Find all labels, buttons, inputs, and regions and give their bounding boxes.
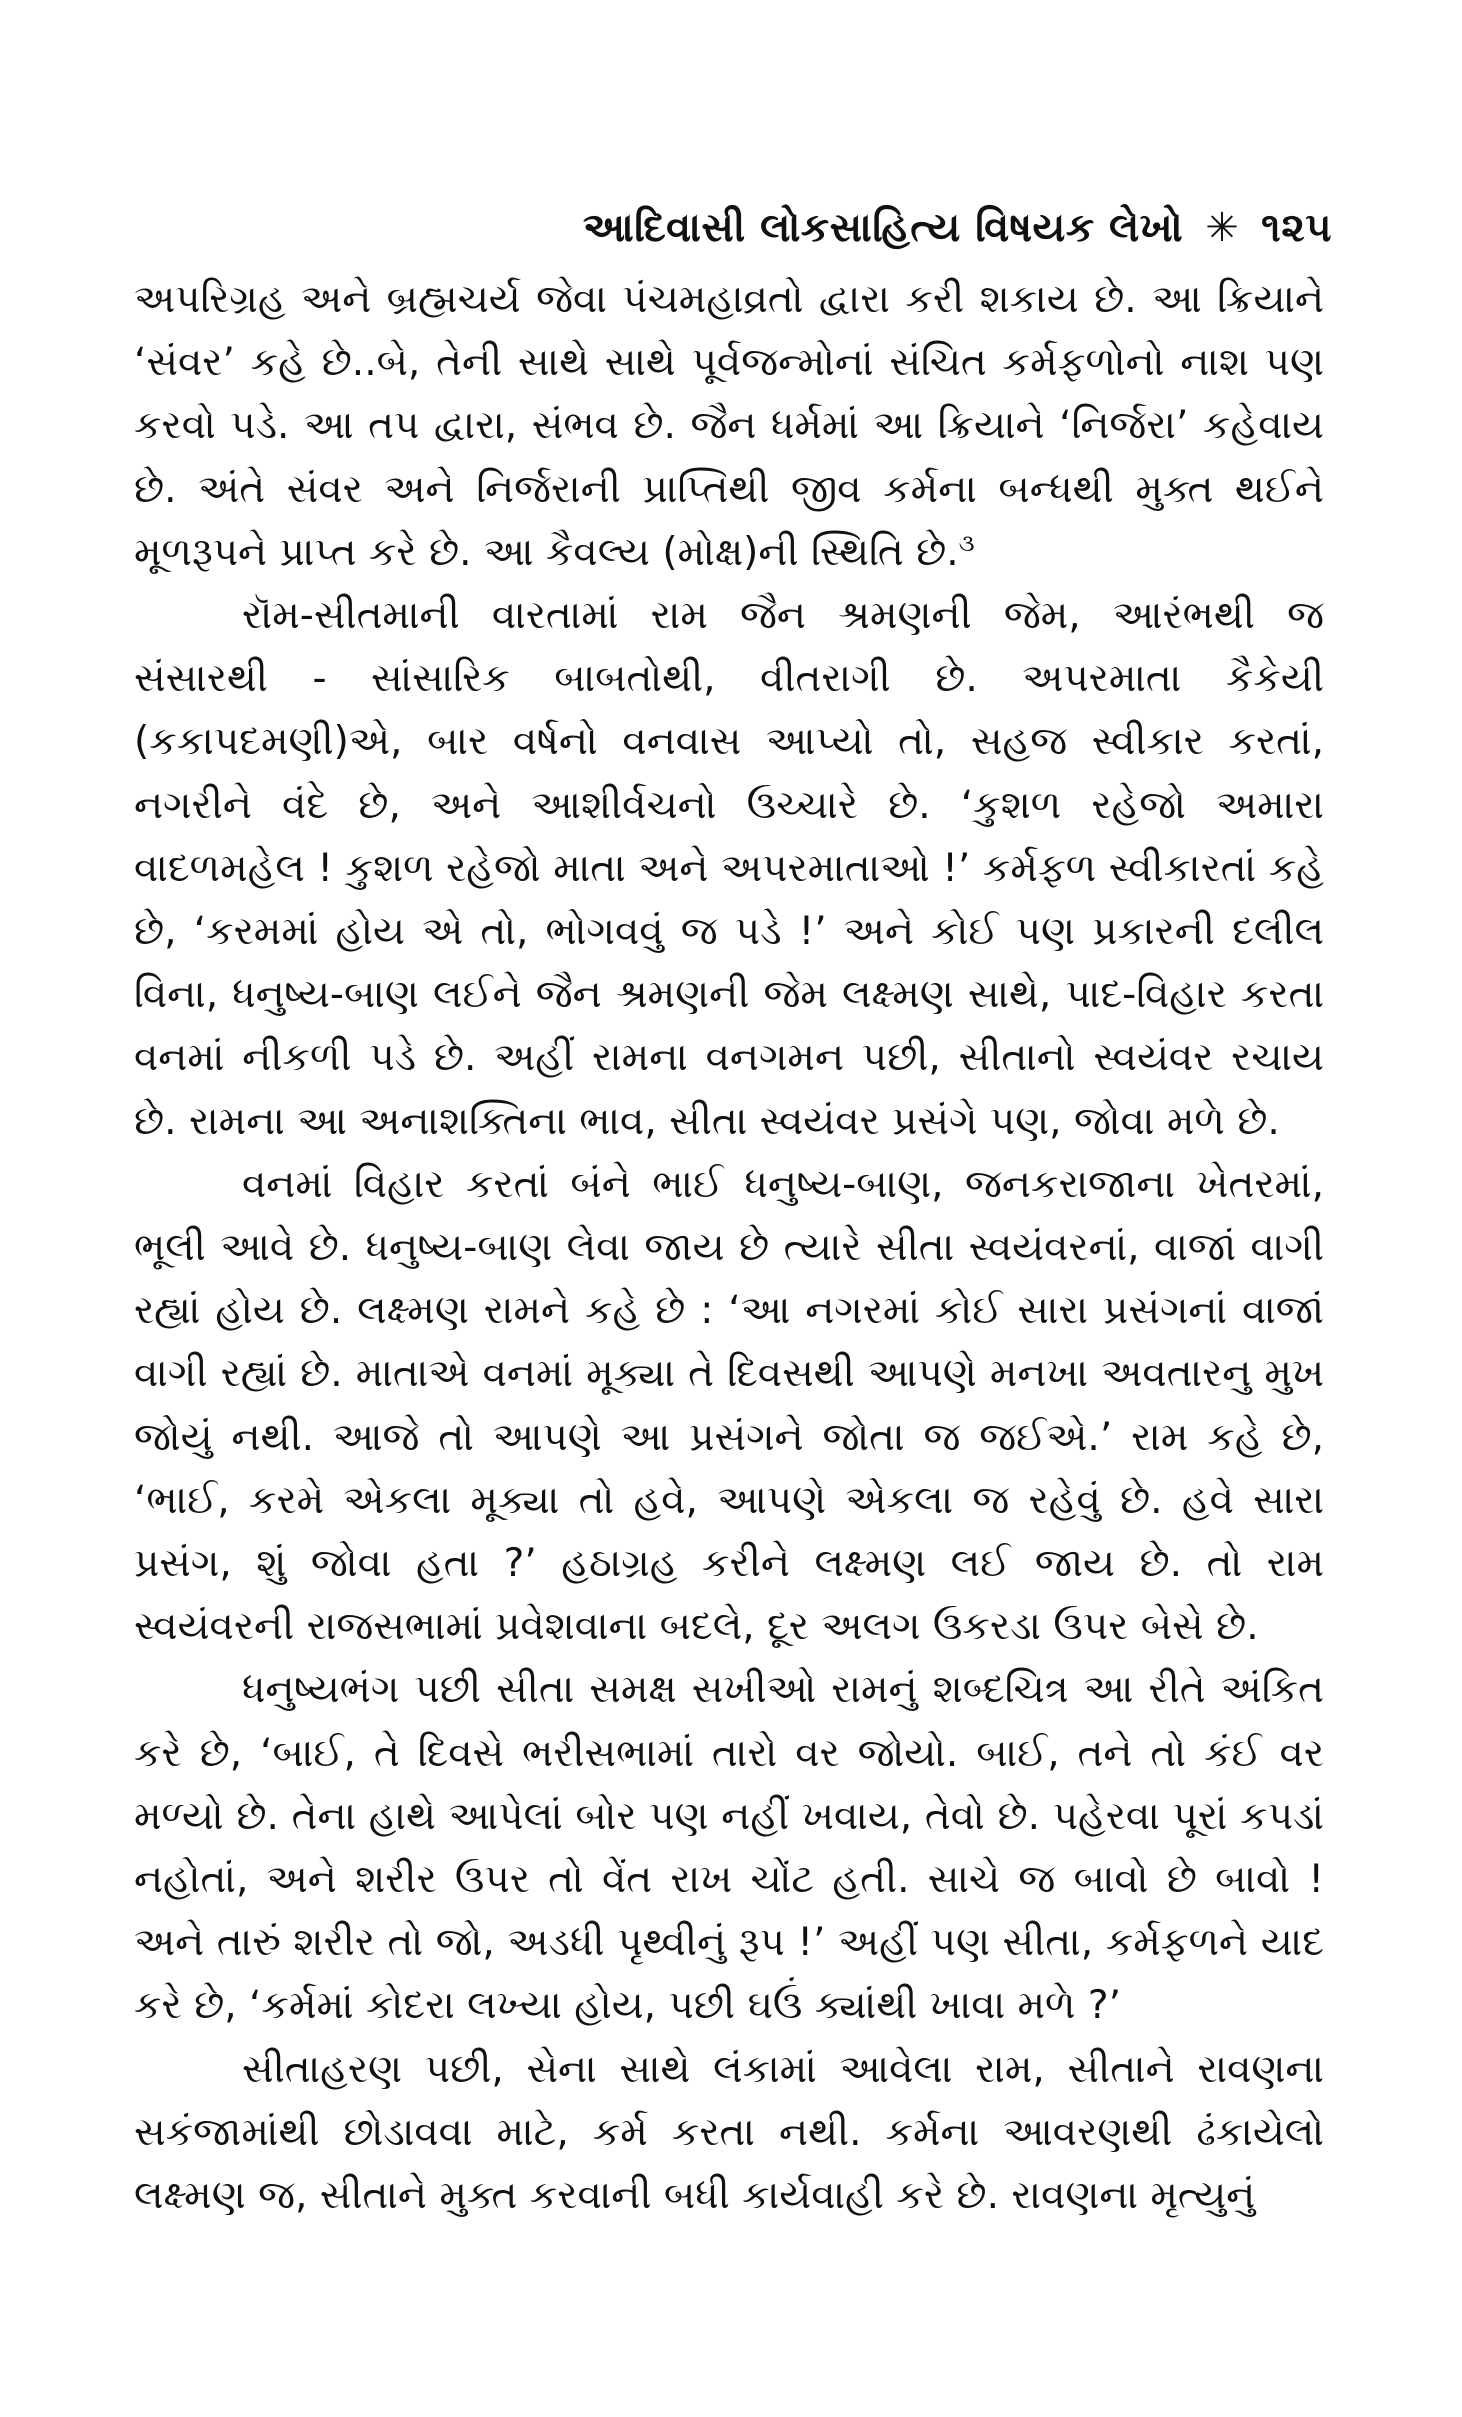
asterisk-separator-icon: ✳ [1205, 205, 1240, 251]
footnote-marker: ૩ [958, 528, 975, 557]
paragraph [134, 1658, 1324, 2037]
paragraph [134, 268, 1324, 584]
paragraph-text: અપરિગ્રહ અને બ્રહ્મચર્ય જેવા પંચમહાવ્રતો દ્વારા કરી શકાય છે. આ ક્રિયાને ‘સંવર’ કહે છે..બે, તેની સાથે સાથે પૂર્વજન્મોનાં સંચિત કર્મફળોનો નાશ પણ કરવો પડે. આ તપ દ્વારા, સંભવ છે. જૈન ધર્મમાં આ ક્રિયાને ‘નિર્જરા’ કહેવાય છે. અંતે સંવર અને નિર્જરાની પ્રાપ્તિથી જીવ કર્મના બન્ધથી મુક્ત થઈને મૂળરૂપને પ્રાપ્ત કરે છે. આ કૈવલ્ય (મોક્ષ)ની સ્થિતિ છે. [134, 277, 1324, 575]
header-title: આદિવાસી લોકસાહિત્ય વિષયક લેખો [582, 205, 1184, 251]
body-text [134, 268, 1324, 2227]
paragraph-text: ધનુષ્યભંગ પછી સીતા સમક્ષ સખીઓ રામનું શબ્દચિત્ર આ રીતે અંકિત કરે છે, ‘બાઈ, તે દિવસે ભરીસભામાં તારો વર જોયો. બાઈ, તને તો કંઈ વર મળ્યો છે. તેના હાથે આપેલાં બોર પણ નહીં ખવાય, તેવો છે. પહેરવા પૂરાં કપડાં નહોતાં, અને શરીર ઉપર તો વેંત રાખ ચોંટ હતી. સાચે જ બાવો છે બાવો ! અને તારું શરીર તો જો, અડધી પૃથ્વીનું રૂપ !’ અહીં પણ સીતા, કર્મફળને યાદ કરે છે, ‘કર્મમાં કોદરા લખ્યા હોય, પછી ઘઉં ક્યાંથી ખાવા મળે ?’ [134, 1667, 1324, 2029]
paragraph-text: વનમાં વિહાર કરતાં બંને ભાઈ ધનુષ્ય-બાણ, જનકરાજાના ખેતરમાં, ભૂલી આવે છે. ધનુષ્ય-બાણ લેવા જાય છે ત્યારે સીતા સ્વયંવરનાં, વાજાં વાગી રહ્યાં હોય છે. લક્ષ્મણ રામને કહે છે : ‘આ નગરમાં કોઈ સારા પ્રસંગનાં વાજાં વાગી રહ્યાં છે. માતાએ વનમાં મૂક્યા તે દિવસથી આપણે મનખા અવતારનુ મુખ જોયું નથી. આજે તો આપણે આ પ્રસંગને જોતા જ જઈએ.’ રામ કહે છે, ‘ભાઈ, કરમે એકલા મૂક્યા તો હવે, આપણે એકલા જ રહેવું છે. હવે સારા પ્રસંગ, શું જોવા હતા ?’ હઠાગ્રહ કરીને લક્ષ્મણ લઈ જાય છે. તો રામ સ્વયંવરની રાજસભામાં પ્રવેશવાના બદલે, દૂર અલગ ઉકરડા ઉપર બેસે છે. [134, 1161, 1324, 1650]
paragraph [134, 1153, 1324, 1659]
paragraph-text: રૉમ-સીતમાની વારતામાં રામ જૈન શ્રમણની જેમ, આરંભથી જ સંસારથી - સાંસારિક બાબતોથી, વીતરાગી છે. અપરમાતા કૈકેયી (કકાપદમણી)એ, બાર વર્ષનો વનવાસ આપ્યો તો, સહજ સ્વીકાર કરતાં, નગરીને વંદે છે, અને આશીર્વચનો ઉચ્ચારે છે. ‘કુશળ રહેજો અમારા વાદળમહેલ ! કુશળ રહેજો માતા અને અપરમાતાઓ !’ કર્મફળ સ્વીકારતાં કહે છે, ‘કરમમાં હોય એ તો, ભોગવવું જ પડે !’ અને કોઈ પણ પ્રકારની દલીલ વિના, ધનુષ્ય-બાણ લઈને જૈન શ્રમણની જેમ લક્ષ્મણ સાથે, પાદ-વિહાર કરતા વનમાં નીકળી પડે છે. અહીં રામના વનગમન પછી, સીતાનો સ્વયંવર રચાય છે. રામના આ અનાશક્તિના ભાવ, સીતા સ્વયંવર પ્રસંગે પણ, જોવા મળે છે. [134, 593, 1324, 1144]
paragraph-text: સીતાહરણ પછી, સેના સાથે લંકામાં આવેલા રામ, સીતાને રાવણના સકંજામાંથી છોડાવવા માટે, કર્મ કરતા નથી. કર્મના આવરણથી ઢંકાયેલો લક્ષ્મણ જ, સીતાને મુક્ત કરવાની બધી કાર્યવાહી કરે છે. રાવણના મૃત્યુનું [134, 2046, 1324, 2219]
paragraph [134, 2038, 1324, 2228]
page-number: ૧૨૫ [1261, 205, 1332, 251]
running-header [583, 205, 1332, 251]
paragraph [134, 584, 1324, 1153]
